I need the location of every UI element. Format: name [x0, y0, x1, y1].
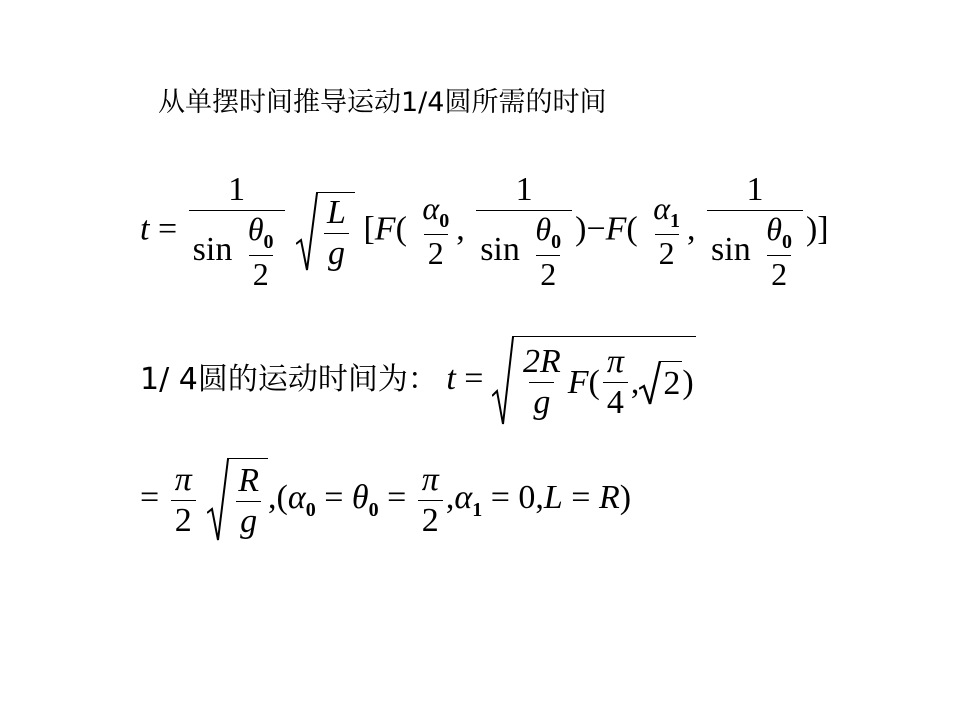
- fraction-one-over-sin: [189, 172, 285, 291]
- var-alpha: α: [653, 190, 671, 227]
- fraction-one-over-sin: [707, 172, 803, 291]
- fraction-one-over-sin: [476, 172, 572, 291]
- numerator-one: 1: [515, 171, 533, 208]
- fraction-theta-over-two: [531, 210, 565, 292]
- comma: ,: [630, 363, 640, 401]
- radical-sign-icon: [639, 361, 661, 405]
- subscript-one: 1: [472, 498, 483, 521]
- left-paren: (: [626, 210, 638, 248]
- equals-sign: =: [387, 478, 407, 516]
- var-g: g: [324, 233, 349, 272]
- var-R: R: [598, 478, 620, 516]
- var-alpha: α: [454, 478, 473, 516]
- denominator-two: 2: [655, 234, 679, 271]
- var-t: t: [446, 359, 456, 397]
- var-pi: π: [174, 460, 192, 498]
- var-g: g: [236, 501, 261, 540]
- formula-label: 1/ 4圆的运动时间为：: [140, 361, 438, 397]
- zero-comma: 0,: [518, 478, 544, 516]
- denominator-two: 2: [171, 500, 196, 539]
- denominator-two: 2: [249, 255, 273, 292]
- right-paren: ): [682, 363, 694, 401]
- function-F: F: [374, 210, 396, 248]
- subscript-zero: 0: [439, 210, 450, 233]
- radical-sign-icon: [296, 192, 318, 272]
- close-paren: ): [619, 478, 632, 516]
- sin-label: sin: [192, 230, 233, 268]
- denominator-two: 2: [536, 255, 560, 292]
- minus-sign: −: [586, 210, 606, 248]
- radical-sign-icon: [492, 336, 514, 426]
- equals-sign: =: [464, 359, 484, 397]
- sin-label: sin: [711, 230, 751, 268]
- denominator-four: 4: [603, 382, 628, 421]
- fraction-pi-over-four: [603, 344, 628, 420]
- sqrt-2R-over-g: [492, 336, 696, 426]
- fraction-2R-over-g: [519, 344, 565, 420]
- closing-bracket: )]: [805, 210, 829, 248]
- var-alpha: α: [422, 190, 440, 227]
- sqrt-R-over-g: [207, 458, 268, 542]
- equals-sign: =: [490, 478, 510, 516]
- var-g: g: [529, 382, 554, 421]
- equals-sign: =: [324, 478, 344, 516]
- fraction-theta-over-two: [244, 210, 278, 292]
- formula-simplified-time: [140, 458, 631, 542]
- comma: ,: [445, 478, 455, 516]
- numerator-2R: 2R: [522, 343, 561, 381]
- fraction-alpha0-over-two: [418, 192, 453, 271]
- var-R: R: [238, 462, 260, 500]
- denominator-sin: [189, 210, 285, 292]
- subscript-zero: 0: [781, 230, 792, 253]
- var-L: L: [543, 478, 563, 516]
- left-bracket: [: [363, 210, 375, 248]
- fraction-L-over-g: [323, 195, 350, 271]
- var-pi: π: [421, 460, 439, 498]
- denominator-two: 2: [767, 255, 791, 292]
- var-t: t: [140, 210, 150, 248]
- comma: ,: [456, 210, 465, 248]
- formula-quarter-circle-time: [140, 336, 696, 426]
- subscript-zero: 0: [263, 230, 274, 253]
- subscript-zero: 0: [305, 498, 316, 521]
- subscript-zero: 0: [368, 498, 379, 521]
- comma-open-paren: ,(: [268, 478, 288, 516]
- denominator-two: 2: [418, 500, 443, 539]
- subscript-one: 1: [670, 210, 681, 233]
- left-paren: (: [395, 210, 407, 248]
- slide-title: 从单摆时间推导运动1/4圆所需的时间: [158, 87, 607, 118]
- fraction-alpha1-over-two: [649, 192, 684, 271]
- sqrt-two: [639, 361, 682, 405]
- function-F: F: [605, 210, 627, 248]
- radical-sign-icon: [207, 458, 229, 542]
- right-paren: ): [575, 210, 587, 248]
- equals-sign: =: [157, 210, 178, 248]
- sqrt-two-value: 2: [661, 361, 682, 405]
- subscript-zero: 0: [551, 230, 562, 253]
- var-alpha: α: [287, 478, 306, 516]
- equals-sign: =: [140, 478, 160, 516]
- var-theta: θ: [766, 210, 782, 247]
- fraction-pi-over-two: [418, 462, 443, 538]
- comma: ,: [687, 210, 696, 248]
- numerator-one: 1: [746, 171, 764, 208]
- var-theta: θ: [247, 210, 264, 247]
- sin-label: sin: [480, 230, 520, 268]
- numerator-one: 1: [228, 171, 246, 208]
- fraction-pi-over-two: [171, 462, 196, 538]
- var-pi: π: [606, 343, 624, 381]
- fraction-theta-over-two: [762, 210, 796, 292]
- sqrt-L-over-g: [296, 192, 355, 272]
- denominator-two: 2: [424, 234, 448, 271]
- formula-pendulum-time: [140, 172, 829, 291]
- fraction-R-over-g: [234, 463, 263, 539]
- var-theta: θ: [535, 210, 552, 247]
- function-F: F: [567, 363, 589, 401]
- equals-sign: =: [571, 478, 591, 516]
- left-paren: (: [588, 363, 600, 401]
- var-theta: θ: [351, 478, 369, 516]
- var-L: L: [327, 193, 346, 231]
